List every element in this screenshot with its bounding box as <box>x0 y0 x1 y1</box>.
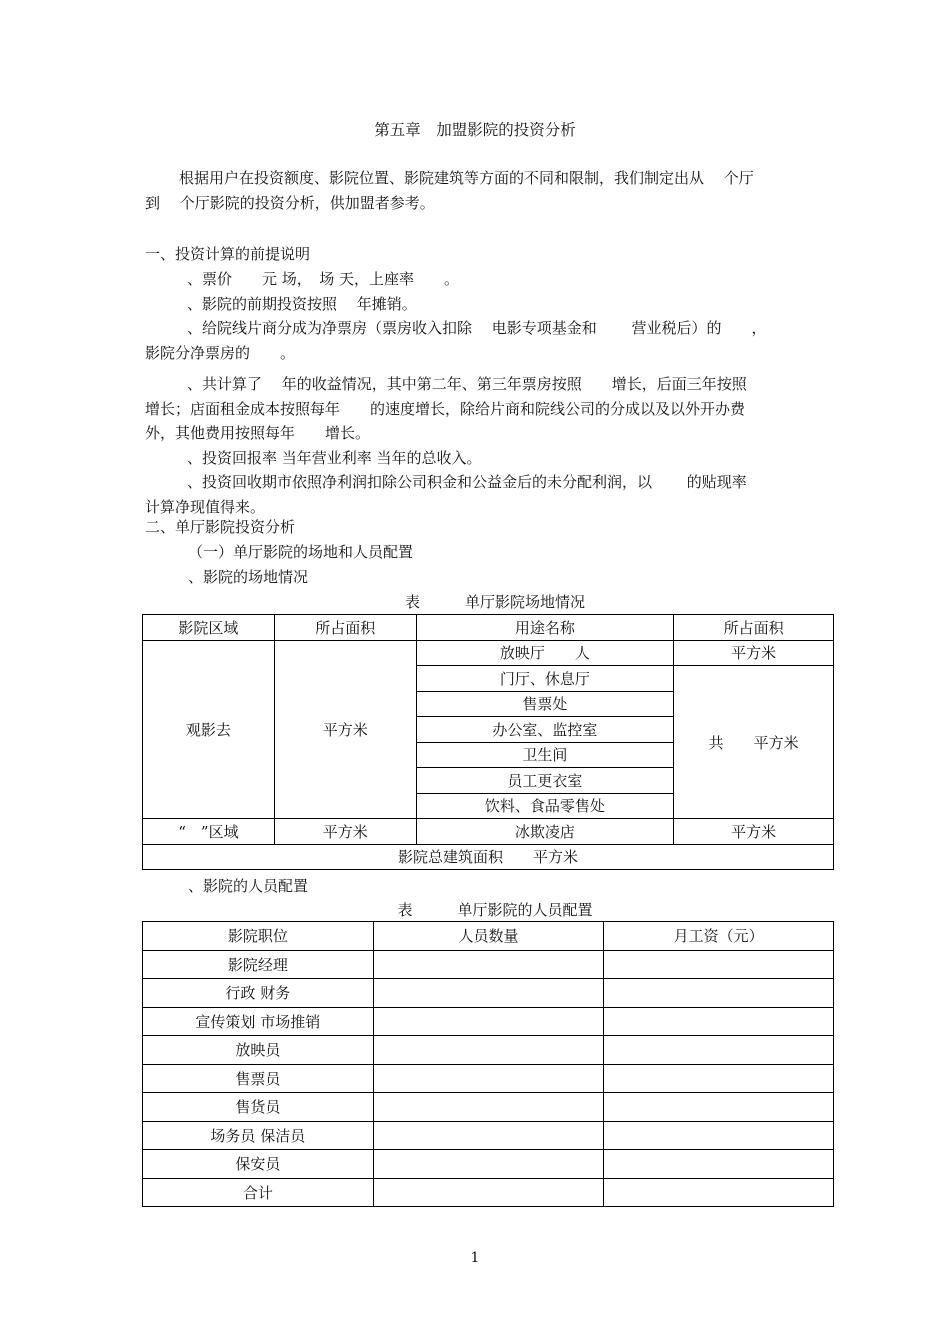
count-cell <box>373 1007 604 1036</box>
intro-paragraph <box>145 166 810 215</box>
page-number: 1 <box>470 1250 480 1266</box>
salary-cell <box>604 979 834 1008</box>
header-cell: 影院职位 <box>143 922 374 951</box>
position-cell: 场务员 保洁员 <box>143 1121 374 1150</box>
position-cell: 放映员 <box>143 1036 374 1065</box>
premise-item-4-line-1: 、共计算了 年的收益情况，其中第二年、第三年票房按照 增长，后面三年按照 <box>187 375 747 393</box>
table-row <box>143 1150 834 1179</box>
table-row <box>143 979 834 1008</box>
use-area-cell: 平方米 <box>674 819 834 845</box>
salary-cell <box>604 1036 834 1065</box>
use-cell: 放映厅 人 <box>416 640 674 666</box>
header-cell: 月工资（元） <box>604 922 834 951</box>
count-cell <box>373 1064 604 1093</box>
count-cell <box>373 1036 604 1065</box>
header-cell: 人员数量 <box>373 922 604 951</box>
position-cell: 售货员 <box>143 1093 374 1122</box>
use-cell: 员工更衣室 <box>416 768 674 794</box>
use-cell: 饮料、食品零售处 <box>416 793 674 819</box>
section-1-body <box>145 267 810 519</box>
count-cell <box>373 1150 604 1179</box>
premise-item-5: 、投资回报率 当年营业利率 当年的总收入。 <box>187 448 482 467</box>
table-total-row <box>143 844 834 870</box>
salary-cell <box>604 1121 834 1150</box>
premise-item-1: 、票价 元 场， 场 天，上座率 。 <box>187 270 460 288</box>
use-area-cell: 平方米 <box>674 640 834 666</box>
zone-cell: 观影去 <box>143 640 275 819</box>
count-cell <box>373 1093 604 1122</box>
header-cell: 影院区域 <box>143 615 275 641</box>
table-header-row <box>143 922 834 951</box>
section-1-heading: 一、投资计算的前提说明 <box>145 245 311 263</box>
table-row <box>143 1121 834 1150</box>
table-row <box>143 1036 834 1065</box>
use-cell: 冰欺凌店 <box>416 819 674 845</box>
position-cell: 宣传策划 市场推销 <box>143 1007 374 1036</box>
premise-item-6-line-2: 计算净现值得来。 <box>145 497 266 516</box>
premise-item-3-line-1: 、给院线片商分成为净票房（票房收入扣除 电影专项基金和 营业税后）的 ， <box>187 319 767 337</box>
table-2-caption: 表 单厅影院的人员配置 <box>397 901 593 919</box>
staff-table <box>142 921 834 1207</box>
use-cell: 办公室、监控室 <box>416 717 674 743</box>
header-cell: 所占面积 <box>274 615 416 641</box>
table-row <box>143 819 834 845</box>
table-header-row <box>143 615 834 641</box>
venue-table <box>142 614 834 870</box>
intro-line-2: 到 个厅影院的投资分析，供加盟者参考。 <box>145 193 435 212</box>
premise-item-3-line-2: 影院分净票房的 。 <box>145 343 296 362</box>
position-cell: 行政 财务 <box>143 979 374 1008</box>
premise-item-2: 、影院的前期投资按照 年摊销。 <box>187 294 417 313</box>
table-row <box>143 950 834 979</box>
premise-item-6-line-1: 、投资回收期市依照净利润扣除公司积金和公益金后的未分配利润，以 的贴现率 <box>187 473 747 491</box>
premise-item-4-line-3: 外，其他费用按照每年 增长。 <box>145 424 371 442</box>
position-cell: 合计 <box>143 1178 374 1207</box>
table-row <box>143 640 834 666</box>
header-cell: 所占面积 <box>674 615 834 641</box>
salary-cell <box>604 1007 834 1036</box>
zone-area-cell: 平方米 <box>274 819 416 845</box>
use-cell: 门厅、休息厅 <box>416 666 674 692</box>
position-cell: 售票员 <box>143 1064 374 1093</box>
venue-heading: 、影院的场地情况 <box>188 568 309 586</box>
count-cell <box>373 1121 604 1150</box>
salary-cell <box>604 1150 834 1179</box>
table-row <box>143 1093 834 1122</box>
staff-heading: 、影院的人员配置 <box>188 877 309 895</box>
use-cell: 卫生间 <box>416 742 674 768</box>
subsection-1-heading: （一）单厅影院的场地和人员配置 <box>188 543 414 561</box>
count-cell <box>373 979 604 1008</box>
page-title: 第五章 加盟影院的投资分析 <box>374 121 576 139</box>
table-row <box>143 1007 834 1036</box>
premise-item-4-line-2: 增长；店面租金成本按照每年 的速度增长，除给片商和院线公司的分成以及以外开办费 <box>145 399 746 418</box>
zone-cell: “ ”区域 <box>143 819 275 845</box>
table-row <box>143 1178 834 1207</box>
use-cell: 售票处 <box>416 691 674 717</box>
total-area-cell: 影院总建筑面积 平方米 <box>143 844 834 870</box>
zone-area-cell: 平方米 <box>274 640 416 819</box>
use-area-cell: 共 平方米 <box>674 666 834 819</box>
table-1-caption: 表 单厅影院场地情况 <box>404 593 585 611</box>
salary-cell <box>604 1093 834 1122</box>
table-row <box>143 1064 834 1093</box>
salary-cell <box>604 1178 834 1207</box>
count-cell <box>373 1178 604 1207</box>
salary-cell <box>604 950 834 979</box>
count-cell <box>373 950 604 979</box>
position-cell: 保安员 <box>143 1150 374 1179</box>
intro-line-1: 根据用户在投资额度、影院位置、影院建筑等方面的不同和限制，我们制定出从 个厅 <box>179 169 754 187</box>
position-cell: 影院经理 <box>143 950 374 979</box>
section-2-heading: 二、单厅影院投资分析 <box>145 518 296 536</box>
salary-cell <box>604 1064 834 1093</box>
header-cell: 用途名称 <box>416 615 674 641</box>
